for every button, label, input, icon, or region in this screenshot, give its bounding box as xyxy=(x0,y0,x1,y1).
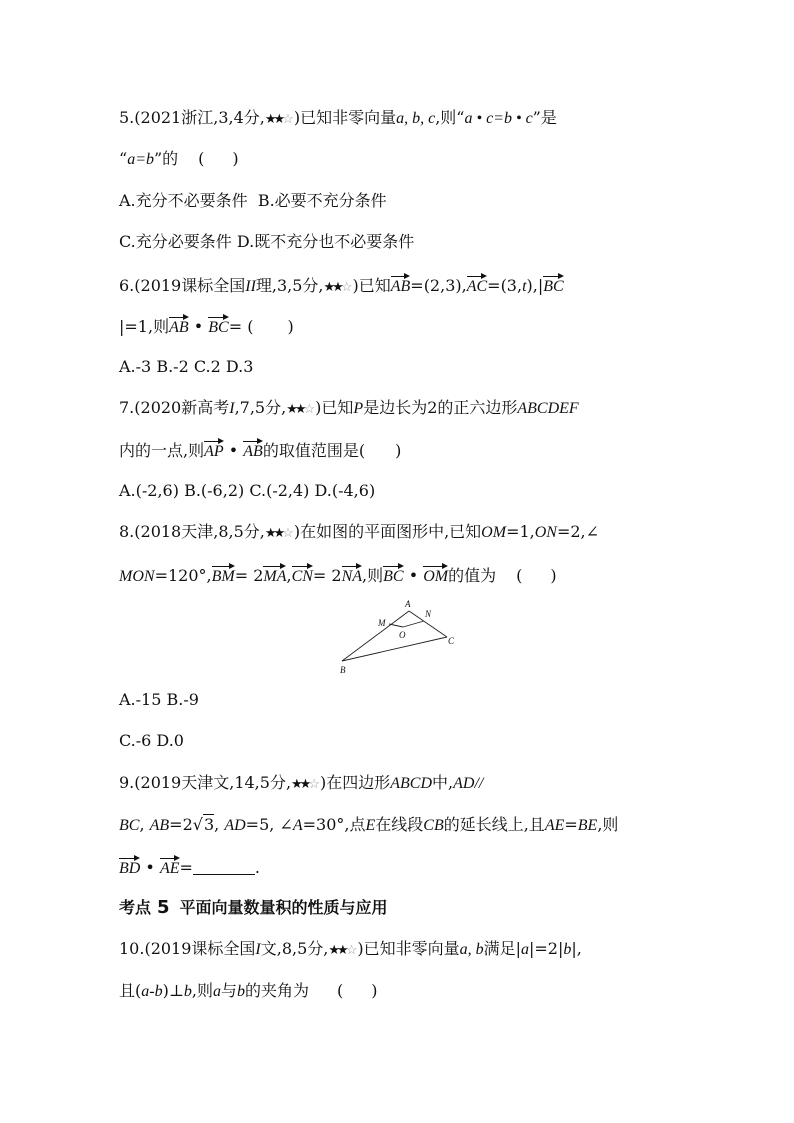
answer-paren: ( ) xyxy=(198,149,239,168)
sqrt-sign: √ xyxy=(192,815,203,834)
vector-bd: BD xyxy=(119,856,140,879)
q7-number: 7. xyxy=(119,398,135,417)
q6-line2: |=1,则AB • BC= ( ) xyxy=(119,317,294,336)
q6-options: A.-3 B.-2 C.2 D.3 xyxy=(119,357,254,376)
q6-number: 6. xyxy=(119,276,135,295)
q10-number: 10. xyxy=(119,939,145,958)
vector-bc: BC xyxy=(383,564,403,587)
vector-bm: BM xyxy=(212,564,235,587)
vector-bc: BC xyxy=(208,315,228,338)
q8-geometry-figure xyxy=(330,595,470,680)
q5-options-cd xyxy=(119,232,414,252)
vector-bc: BC xyxy=(543,274,563,297)
q10-line1: 10.(2019课标全国I文,8,5分,★★☆ )已知非零向量a, b满足|a|=2|b|, xyxy=(119,939,582,958)
label-m: M xyxy=(378,618,386,628)
vector-om: OM xyxy=(423,564,448,587)
difficulty-stars-icon: ★★☆ xyxy=(291,777,317,792)
option-b: B.必要不充分条件 xyxy=(257,191,387,210)
vector-ae: AE xyxy=(160,856,180,879)
option-c: C.充分必要条件 xyxy=(119,232,232,251)
vector-ab: AB xyxy=(243,439,263,462)
q7-line1: 7.(2020新高考I,7,5分,★★☆ )已知P是边长为2的正六边形ABCDEF xyxy=(119,398,579,417)
label-b: B xyxy=(340,665,346,675)
q8-line2: MON=120°,BM= 2MA,CN= 2NA,则BC • OM的值为 ( ) xyxy=(119,566,557,585)
section-title: 平面向量数量积的性质与应用 xyxy=(179,898,388,917)
q9-line3: BD • AE= . xyxy=(119,858,260,877)
q8-options-1: A.-15 B.-9 xyxy=(119,690,199,709)
q8-number: 8. xyxy=(119,522,135,541)
q8-line1: 8.(2018天津,8,5分,★★☆ )在如图的平面图形中,已知OM=1,ON=2,∠ xyxy=(119,522,600,541)
segment-on xyxy=(403,621,424,627)
q5-line1: 5.(2021浙江,3,4分,★★☆ )已知非零向量a, b, c,则“a • c=b • c”是 xyxy=(119,108,557,127)
q5-number: 5. xyxy=(119,108,135,127)
difficulty-stars-icon: ★★☆ xyxy=(286,402,313,417)
q8-options-2: C.-6 D.0 xyxy=(119,731,184,750)
label-o: O xyxy=(399,630,406,640)
answer-blank xyxy=(193,860,255,875)
segment-om xyxy=(389,624,403,627)
option-d: D.既不充分也不必要条件 xyxy=(236,232,415,251)
q6-line1: 6.(2019课标全国II理,3,5分,★★☆ )已知AB=(2,3),AC=(3,t),|BC xyxy=(119,276,564,295)
vector-ap: AP xyxy=(204,439,224,462)
vector-ac: AC xyxy=(467,274,487,297)
vector-ma: MA xyxy=(263,564,286,587)
vector-cn: CN xyxy=(292,564,313,587)
q9-line2: BC, AB=2√3, AD=5, ∠A=30°,点E在线段CB的延长线上,且AE=BE,则 xyxy=(119,815,619,834)
difficulty-stars-icon: ★★☆ xyxy=(264,112,291,127)
difficulty-stars-icon: ★★☆ xyxy=(264,526,291,541)
difficulty-stars-icon: ★★☆ xyxy=(323,280,350,295)
vector-ab: AB xyxy=(391,274,411,297)
q5-line2: “a=b”的 ( ) xyxy=(119,149,239,168)
vector-na: NA xyxy=(342,564,362,587)
q9-line1: 9.(2019天津文,14,5分,★★☆ )在四边形ABCD中,AD// xyxy=(119,773,484,792)
vector-ab: AB xyxy=(169,315,189,338)
q5-options-ab xyxy=(119,191,387,211)
q7-options: A.(-2,6) B.(-6,2) C.(-2,4) D.(-4,6) xyxy=(119,481,376,500)
answer-paren: ( ) xyxy=(516,566,557,585)
label-n: N xyxy=(425,609,432,619)
q7-line2: 内的一点,则AP • AB的取值范围是( ) xyxy=(119,441,402,460)
q10-line2: 且(a-b)⊥b,则a与b的夹角为 ( ) xyxy=(119,981,378,1000)
q9-number: 9. xyxy=(119,773,135,792)
difficulty-stars-icon: ★★☆ xyxy=(328,943,355,958)
section-heading: 考点 5 平面向量数量积的性质与应用 xyxy=(119,897,388,918)
label-c: C xyxy=(448,636,455,646)
option-a: A.充分不必要条件 xyxy=(119,191,248,210)
label-a: A xyxy=(405,599,411,609)
